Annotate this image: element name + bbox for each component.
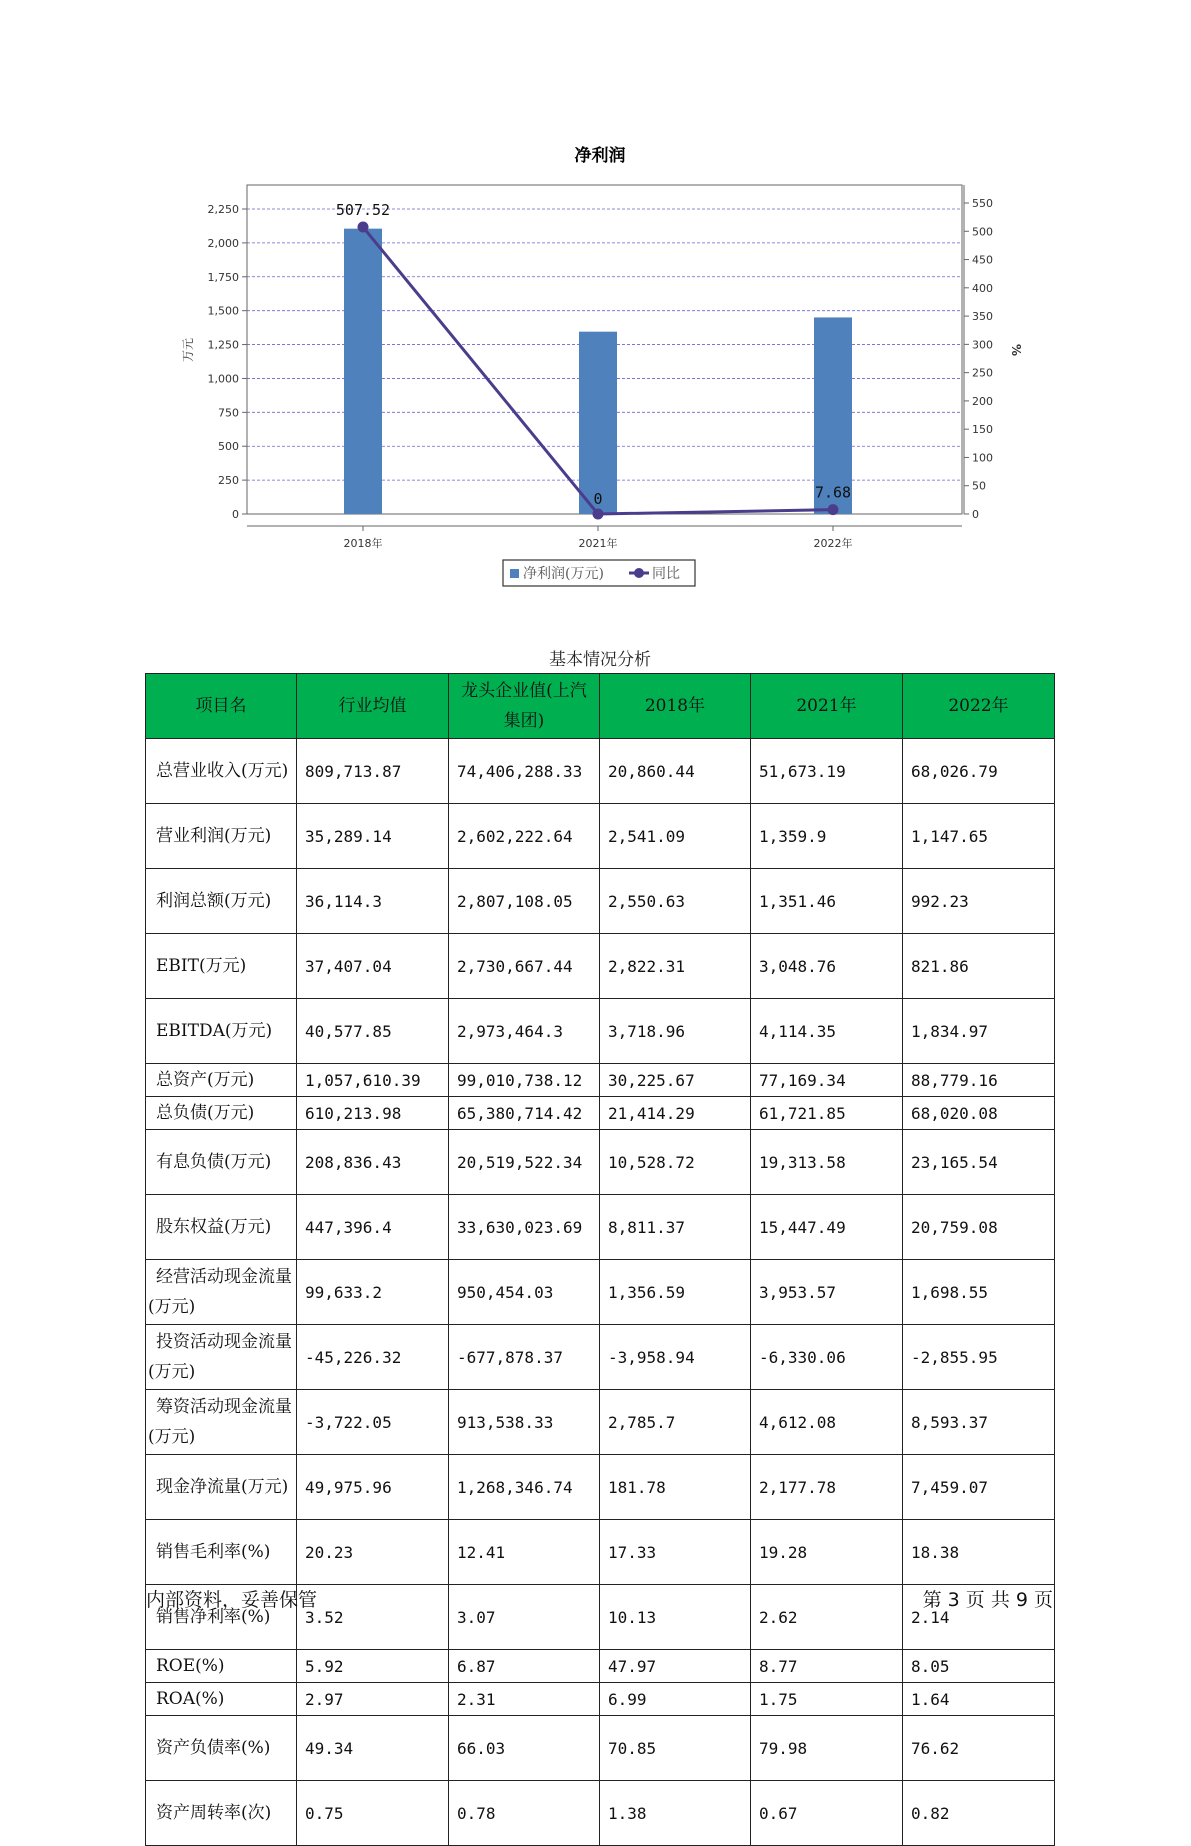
table-cell: 2,785.7 (600, 1390, 751, 1455)
table-row (146, 1520, 1055, 1585)
table-cell: -677,878.37 (449, 1325, 600, 1390)
y2-tick-label: 150 (972, 423, 993, 437)
table-cell: 40,577.85 (297, 999, 449, 1064)
row-label: ROA(%) (146, 1683, 297, 1716)
row-label: 资产负债率(%) (146, 1716, 297, 1781)
legend-line-label: 同比 (652, 566, 680, 582)
table-cell: 8,811.37 (600, 1195, 751, 1260)
x-tick-label: 2018年 (343, 537, 383, 550)
table-cell: 33,630,023.69 (449, 1195, 600, 1260)
row-label: 股东权益(万元) (146, 1195, 297, 1260)
table-cell: 36,114.3 (297, 869, 449, 934)
table-header-row (146, 674, 1055, 739)
table-cell: 68,026.79 (903, 739, 1055, 804)
y2-tick-label: 200 (972, 394, 993, 408)
y-tick-label: 500 (218, 440, 239, 454)
table-cell: 3.07 (449, 1585, 600, 1650)
table-row (146, 1130, 1055, 1195)
table-cell: 1.64 (903, 1683, 1055, 1716)
y2-tick-label: 350 (972, 310, 993, 324)
table-cell: 70.85 (600, 1716, 751, 1781)
table-cell: 21,414.29 (600, 1097, 751, 1130)
table-cell: 2.97 (297, 1683, 449, 1716)
table-cell: 17.33 (600, 1520, 751, 1585)
table-cell: 1,698.55 (903, 1260, 1055, 1325)
table-cell: 3,953.57 (751, 1260, 903, 1325)
table-header-cell: 项目名 (146, 674, 297, 739)
row-label: 总资产(万元) (146, 1064, 297, 1097)
x-tick-label: 2021年 (578, 537, 618, 550)
data-label: 7.68 (814, 483, 852, 502)
table-cell: 0.82 (903, 1781, 1055, 1846)
table-cell: 1,147.65 (903, 804, 1055, 869)
chart-title: 净利润 (574, 146, 626, 166)
table-cell: 76.62 (903, 1716, 1055, 1781)
table-row (146, 1195, 1055, 1260)
table-cell: 2.31 (449, 1683, 600, 1716)
table-cell: 99,633.2 (297, 1260, 449, 1325)
y2-tick-label: 300 (972, 338, 993, 352)
y2-axis-title: % (1009, 343, 1023, 357)
y-tick-label: 2,250 (207, 203, 239, 216)
table-cell: 47.97 (600, 1650, 751, 1683)
table-cell: 8.77 (751, 1650, 903, 1683)
table-caption: 基本情况分析 (549, 650, 651, 670)
table-cell: 20,759.08 (903, 1195, 1055, 1260)
table-cell: 2,822.31 (600, 934, 751, 999)
table-cell: 2,973,464.3 (449, 999, 600, 1064)
table-cell: 37,407.04 (297, 934, 449, 999)
table-cell: 809,713.87 (297, 739, 449, 804)
row-label: 有息负债(万元) (146, 1130, 297, 1195)
table-cell: 2,807,108.05 (449, 869, 600, 934)
table-row (146, 1064, 1055, 1097)
y2-tick-label: 450 (972, 253, 993, 267)
table-cell: 99,010,738.12 (449, 1064, 600, 1097)
table-cell: 61,721.85 (751, 1097, 903, 1130)
table-cell: 18.38 (903, 1520, 1055, 1585)
table-cell: 20,519,522.34 (449, 1130, 600, 1195)
y-tick-label: 0 (232, 508, 239, 521)
table-cell: 49.34 (297, 1716, 449, 1781)
row-label: 销售净利率(%) (146, 1585, 297, 1650)
table-cell: 1,359.9 (751, 804, 903, 869)
table-header-cell: 2021年 (751, 674, 903, 739)
table-cell: 913,538.33 (449, 1390, 600, 1455)
row-label: 筹资活动现金流量(万元) (146, 1390, 297, 1455)
table-cell: 6.87 (449, 1650, 600, 1683)
row-label: 营业利润(万元) (146, 804, 297, 869)
table-cell: 3.52 (297, 1585, 449, 1650)
x-tick-label: 2022年 (813, 537, 853, 550)
table-cell: 2.62 (751, 1585, 903, 1650)
table-cell: 4,612.08 (751, 1390, 903, 1455)
table-cell: 3,718.96 (600, 999, 751, 1064)
table-cell: 8,593.37 (903, 1390, 1055, 1455)
table-row (146, 804, 1055, 869)
table-cell: 0.67 (751, 1781, 903, 1846)
table-cell: 1,834.97 (903, 999, 1055, 1064)
yoy-point (593, 509, 604, 520)
table-cell: 1,351.46 (751, 869, 903, 934)
table-cell: 0.75 (297, 1781, 449, 1846)
table-cell: 1.38 (600, 1781, 751, 1846)
table-cell: 65,380,714.42 (449, 1097, 600, 1130)
y2-tick-label: 100 (972, 451, 993, 465)
table-header-cell: 龙头企业值(上汽集团) (449, 674, 600, 739)
legend-line-marker (634, 568, 644, 578)
table-row (146, 1097, 1055, 1130)
table-cell: 1,268,346.74 (449, 1455, 600, 1520)
table-cell: 19,313.58 (751, 1130, 903, 1195)
table-cell: 35,289.14 (297, 804, 449, 869)
legend-bar-label: 净利润(万元) (523, 566, 604, 582)
table-cell: 4,114.35 (751, 999, 903, 1064)
y2-tick-label: 250 (972, 366, 993, 380)
row-label: 总负债(万元) (146, 1097, 297, 1130)
table-cell: 30,225.67 (600, 1064, 751, 1097)
table-cell: 10.13 (600, 1585, 751, 1650)
legend-bar-swatch (510, 569, 519, 578)
table-cell: 2,541.09 (600, 804, 751, 869)
footer-confidential-note: 内部资料，妥善保管 (146, 1589, 318, 1611)
table-cell: 208,836.43 (297, 1130, 449, 1195)
table-cell: -45,226.32 (297, 1325, 449, 1390)
table-row (146, 934, 1055, 999)
row-label: ROE(%) (146, 1650, 297, 1683)
y2-tick-label: 500 (972, 225, 993, 239)
table-row (146, 1325, 1055, 1390)
table-cell: 74,406,288.33 (449, 739, 600, 804)
table-row (146, 1455, 1055, 1520)
table-cell: 3,048.76 (751, 934, 903, 999)
table-cell: 68,020.08 (903, 1097, 1055, 1130)
row-label: EBITDA(万元) (146, 999, 297, 1064)
table-cell: 7,459.07 (903, 1455, 1055, 1520)
table-cell: 821.86 (903, 934, 1055, 999)
table-row (146, 1390, 1055, 1455)
table-cell: 2,177.78 (751, 1455, 903, 1520)
table-cell: 610,213.98 (297, 1097, 449, 1130)
row-label: 总营业收入(万元) (146, 739, 297, 804)
data-label: 507.52 (335, 201, 391, 220)
y2-tick-label: 0 (972, 508, 979, 521)
table-cell: 2,550.63 (600, 869, 751, 934)
bar-2018年 (344, 229, 382, 514)
table-cell: 950,454.03 (449, 1260, 600, 1325)
row-label: 销售毛利率(%) (146, 1520, 297, 1585)
footer-page-number: 第 3 页 共 9 页 (922, 1589, 1053, 1611)
table-cell: 88,779.16 (903, 1064, 1055, 1097)
y-axis-title: 万元 (181, 337, 195, 363)
table-cell: 181.78 (600, 1455, 751, 1520)
table-cell: 15,447.49 (751, 1195, 903, 1260)
table-cell: 1,057,610.39 (297, 1064, 449, 1097)
table-cell: 12.41 (449, 1520, 600, 1585)
table-cell: 1,356.59 (600, 1260, 751, 1325)
table-cell: 23,165.54 (903, 1130, 1055, 1195)
table-cell: 2,730,667.44 (449, 934, 600, 999)
bar-2021年 (579, 332, 617, 514)
y-tick-label: 2,000 (207, 236, 239, 250)
table-header-cell: 行业均值 (297, 674, 449, 739)
table-cell: 2,602,222.64 (449, 804, 600, 869)
table-cell: 66.03 (449, 1716, 600, 1781)
yoy-point (358, 222, 369, 233)
table-cell: -3,722.05 (297, 1390, 449, 1455)
table-cell: 79.98 (751, 1716, 903, 1781)
y-tick-label: 1,250 (207, 338, 239, 352)
table-cell: 8.05 (903, 1650, 1055, 1683)
table-cell: -3,958.94 (600, 1325, 751, 1390)
net-profit-chart (0, 0, 1191, 600)
row-label: EBIT(万元) (146, 934, 297, 999)
table-cell: 49,975.96 (297, 1455, 449, 1520)
table-row (146, 869, 1055, 934)
row-label: 现金净流量(万元) (146, 1455, 297, 1520)
table-cell: 19.28 (751, 1520, 903, 1585)
table-cell: 1.75 (751, 1683, 903, 1716)
table-cell: 992.23 (903, 869, 1055, 934)
y-tick-label: 250 (218, 474, 239, 488)
table-row (146, 1716, 1055, 1781)
row-label: 利润总额(万元) (146, 869, 297, 934)
basic-analysis-table (145, 673, 1055, 1846)
y-tick-label: 1,500 (207, 304, 239, 318)
table-cell: -2,855.95 (903, 1325, 1055, 1390)
table-cell: -6,330.06 (751, 1325, 903, 1390)
table-row (146, 1683, 1055, 1716)
table-row (146, 999, 1055, 1064)
table-cell: 20,860.44 (600, 739, 751, 804)
table-cell: 51,673.19 (751, 739, 903, 804)
y-tick-label: 750 (218, 406, 239, 420)
row-label: 资产周转率(次) (146, 1781, 297, 1846)
table-cell: 77,169.34 (751, 1064, 903, 1097)
row-label: 投资活动现金流量(万元) (146, 1325, 297, 1390)
y-tick-label: 1,000 (207, 372, 239, 386)
table-cell: 10,528.72 (600, 1130, 751, 1195)
table-cell: 20.23 (297, 1520, 449, 1585)
y2-tick-label: 50 (972, 479, 986, 493)
table-cell: 6.99 (600, 1683, 751, 1716)
table-cell: 5.92 (297, 1650, 449, 1683)
table-header-cell: 2018年 (600, 674, 751, 739)
y2-tick-label: 400 (972, 281, 993, 295)
table-row (146, 739, 1055, 804)
table-row (146, 1260, 1055, 1325)
table-header-cell: 2022年 (903, 674, 1055, 739)
table-cell: 447,396.4 (297, 1195, 449, 1260)
yoy-point (828, 504, 839, 515)
table-row (146, 1781, 1055, 1846)
y2-tick-label: 550 (972, 197, 993, 210)
data-label: 0 (593, 490, 603, 508)
table-cell: 2.14 (903, 1585, 1055, 1650)
table-cell: 0.78 (449, 1781, 600, 1846)
y-tick-label: 1,750 (207, 270, 239, 284)
table-row (146, 1650, 1055, 1683)
row-label: 经营活动现金流量(万元) (146, 1260, 297, 1325)
